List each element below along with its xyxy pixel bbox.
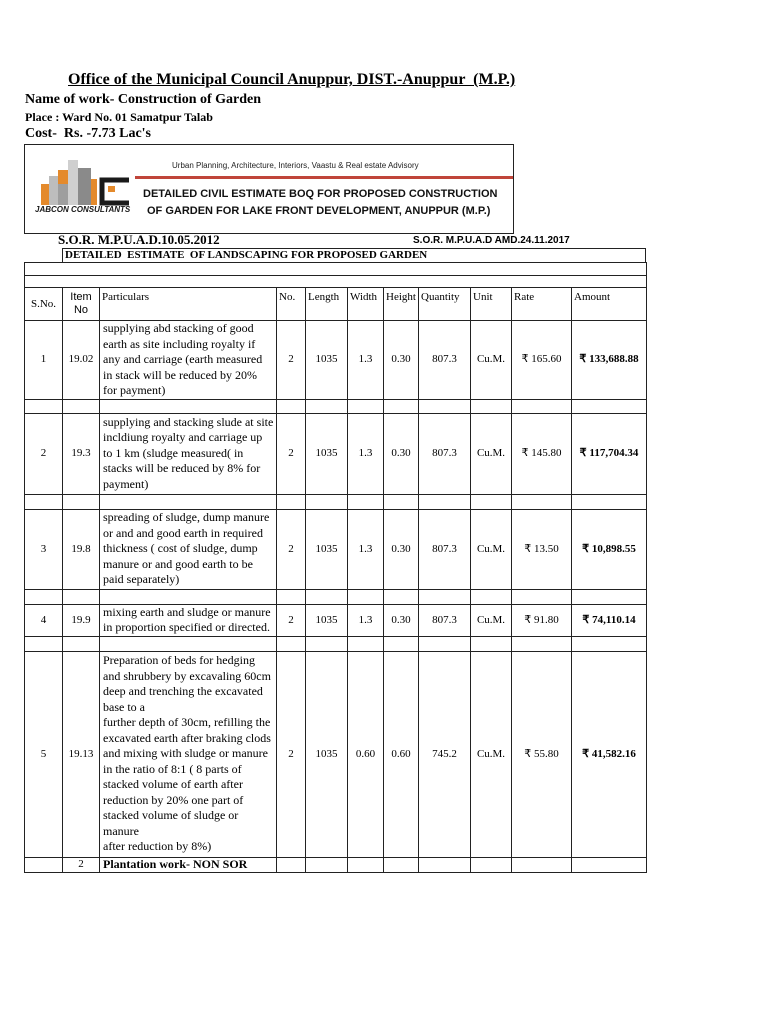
cell-height: 0.60 bbox=[384, 651, 419, 857]
empty-cell bbox=[63, 494, 100, 509]
empty-cell bbox=[25, 263, 647, 276]
cell-width: 1.3 bbox=[348, 321, 384, 400]
cell-no: 2 bbox=[277, 651, 306, 857]
col-header-height: Height bbox=[384, 288, 419, 321]
col-header-sno: S.No. bbox=[25, 288, 63, 321]
cell-length: 1035 bbox=[306, 604, 348, 636]
col-header-width: Width bbox=[348, 288, 384, 321]
cell-width: 1.3 bbox=[348, 413, 384, 494]
empty-cell bbox=[25, 399, 63, 413]
empty-cell bbox=[384, 636, 419, 651]
logo-block bbox=[49, 176, 58, 205]
col-header-amount: Amount bbox=[572, 288, 647, 321]
cell-sno: 5 bbox=[25, 651, 63, 857]
cell-quantity: 807.3 bbox=[419, 321, 471, 400]
empty-cell bbox=[419, 399, 471, 413]
cell-item-no: 19.13 bbox=[63, 651, 100, 857]
empty-cell bbox=[572, 494, 647, 509]
cell-particulars: spreading of sludge, dump manure or and and good earth in required thickness ( cost of sludge, dump manure or and good earth to be paid separately) bbox=[100, 509, 277, 589]
empty-cell bbox=[277, 589, 306, 604]
cell-length: 1035 bbox=[306, 413, 348, 494]
col-header-length: Length bbox=[306, 288, 348, 321]
logo-block bbox=[68, 160, 78, 205]
empty-cell bbox=[384, 494, 419, 509]
empty-cell bbox=[512, 589, 572, 604]
table-header-row bbox=[25, 288, 647, 321]
empty-cell bbox=[25, 494, 63, 509]
cell-amount: ₹ 41,582.16 bbox=[572, 651, 647, 857]
empty-cell bbox=[512, 494, 572, 509]
empty-cell bbox=[572, 636, 647, 651]
empty-cell bbox=[63, 589, 100, 604]
empty-cell bbox=[306, 857, 348, 872]
logo-block bbox=[58, 184, 68, 205]
cell-length: 1035 bbox=[306, 509, 348, 589]
cell-no: 2 bbox=[277, 509, 306, 589]
empty-cell bbox=[419, 636, 471, 651]
empty-cell bbox=[348, 857, 384, 872]
table-row bbox=[25, 321, 647, 400]
logo-wordmark: JABCON CONSULTANTS bbox=[35, 205, 131, 214]
banner-accent-line bbox=[135, 176, 513, 179]
empty-cell bbox=[25, 276, 647, 288]
cell-item-no: 2 bbox=[63, 857, 100, 872]
table-title: DETAILED ESTIMATE OF LANDSCAPING FOR PROPOSED GARDEN bbox=[65, 249, 428, 261]
empty-cell bbox=[512, 636, 572, 651]
cell-unit: Cu.M. bbox=[471, 321, 512, 400]
empty-cell bbox=[25, 857, 63, 872]
cell-particulars: mixing earth and sludge or manure in proportion specified or directed. bbox=[100, 604, 277, 636]
table-row bbox=[25, 413, 647, 494]
office-title: Office of the Municipal Council Anuppur, DIST.-Anuppur (M.P.) bbox=[68, 71, 516, 88]
cell-length: 1035 bbox=[306, 651, 348, 857]
col-header-no: No. bbox=[277, 288, 306, 321]
empty-cell bbox=[277, 857, 306, 872]
table-row bbox=[25, 651, 647, 857]
cell-amount: ₹ 10,898.55 bbox=[572, 509, 647, 589]
banner-heading-line2: OF GARDEN FOR LAKE FRONT DEVELOPMENT, ANUPPUR (M.P.) bbox=[147, 205, 491, 217]
spacer-row bbox=[25, 399, 647, 413]
empty-cell bbox=[63, 399, 100, 413]
cell-height: 0.30 bbox=[384, 413, 419, 494]
col-header-quantity: Quantity bbox=[419, 288, 471, 321]
empty-cell bbox=[277, 399, 306, 413]
name-of-work: Name of work- Construction of Garden bbox=[25, 92, 262, 107]
blank-row bbox=[25, 276, 647, 288]
boq-table bbox=[24, 262, 647, 873]
empty-cell bbox=[471, 589, 512, 604]
empty-cell bbox=[572, 857, 647, 872]
col-header-item-no: Item No bbox=[63, 288, 100, 321]
cell-sno: 4 bbox=[25, 604, 63, 636]
cell-item-no: 19.8 bbox=[63, 509, 100, 589]
cell-unit: Cu.M. bbox=[471, 651, 512, 857]
empty-cell bbox=[512, 399, 572, 413]
cell-particulars: Plantation work- NON SOR bbox=[100, 857, 277, 872]
cell-particulars: Preparation of beds for hedging and shrubbery by excavaling 60cm deep and trenching the excavated base to a further depth of 30cm, refilling the excavated earth after braking clods and mixing with sludge or manure in the ratio of 8:1 ( 8 parts of stacked volume of earth after reduction by 20% one part of stacked volume of sludge or manure after reduction by 8%) bbox=[100, 651, 277, 857]
cell-item-no: 19.9 bbox=[63, 604, 100, 636]
col-header-unit: Unit bbox=[471, 288, 512, 321]
jabcon-logo bbox=[35, 157, 135, 207]
section-row bbox=[25, 857, 647, 872]
cell-rate: ₹ 145.80 bbox=[512, 413, 572, 494]
table-row bbox=[25, 509, 647, 589]
cell-amount: ₹ 133,688.88 bbox=[572, 321, 647, 400]
empty-cell bbox=[384, 399, 419, 413]
cell-sno: 2 bbox=[25, 413, 63, 494]
logo-bracket bbox=[102, 180, 129, 203]
empty-cell bbox=[63, 636, 100, 651]
empty-cell bbox=[471, 494, 512, 509]
empty-cell bbox=[384, 857, 419, 872]
cell-quantity: 807.3 bbox=[419, 509, 471, 589]
empty-cell bbox=[572, 589, 647, 604]
sor-reference-left: S.O.R. M.P.U.A.D.10.05.2012 bbox=[58, 232, 220, 247]
empty-cell bbox=[277, 494, 306, 509]
col-header-particulars: Particulars bbox=[100, 288, 277, 321]
empty-cell bbox=[419, 589, 471, 604]
empty-cell bbox=[277, 636, 306, 651]
spacer-row bbox=[25, 494, 647, 509]
cell-item-no: 19.02 bbox=[63, 321, 100, 400]
consultant-banner bbox=[24, 144, 514, 234]
empty-cell bbox=[306, 494, 348, 509]
empty-cell bbox=[100, 636, 277, 651]
cell-height: 0.30 bbox=[384, 604, 419, 636]
spacer-row bbox=[25, 589, 647, 604]
empty-cell bbox=[348, 589, 384, 604]
cell-width: 1.3 bbox=[348, 604, 384, 636]
empty-cell bbox=[471, 636, 512, 651]
cell-sno: 3 bbox=[25, 509, 63, 589]
cell-quantity: 807.3 bbox=[419, 413, 471, 494]
empty-cell bbox=[100, 399, 277, 413]
col-header-rate: Rate bbox=[512, 288, 572, 321]
logo-block bbox=[58, 170, 68, 184]
cell-item-no: 19.3 bbox=[63, 413, 100, 494]
empty-cell bbox=[25, 636, 63, 651]
empty-cell bbox=[348, 636, 384, 651]
spacer-row bbox=[25, 636, 647, 651]
banner-tagline: Urban Planning, Architecture, Interiors, Vaastu & Real estate Advisory bbox=[172, 161, 419, 170]
table-title-row bbox=[62, 248, 646, 262]
empty-cell bbox=[348, 494, 384, 509]
cell-particulars: supplying abd stacking of good earth as site including royalty if any and carriage (earth measured in stack will be reduced by 20% for payment) bbox=[100, 321, 277, 400]
empty-cell bbox=[471, 857, 512, 872]
cell-height: 0.30 bbox=[384, 321, 419, 400]
empty-cell bbox=[100, 494, 277, 509]
cell-width: 1.3 bbox=[348, 509, 384, 589]
cell-no: 2 bbox=[277, 413, 306, 494]
place-line: Place : Ward No. 01 Samatpur Talab bbox=[25, 110, 213, 124]
empty-cell bbox=[306, 636, 348, 651]
blank-row bbox=[25, 263, 647, 276]
cell-rate: ₹ 13.50 bbox=[512, 509, 572, 589]
empty-cell bbox=[100, 589, 277, 604]
cell-unit: Cu.M. bbox=[471, 604, 512, 636]
cell-particulars: supplying and stacking slude at site incldiung royalty and carriage up to 1 km (sludge measured( in stacks will be reduced by 8% for payment) bbox=[100, 413, 277, 494]
cell-rate: ₹ 91.80 bbox=[512, 604, 572, 636]
empty-cell bbox=[306, 589, 348, 604]
cell-height: 0.30 bbox=[384, 509, 419, 589]
empty-cell bbox=[471, 399, 512, 413]
empty-cell bbox=[25, 589, 63, 604]
empty-cell bbox=[512, 857, 572, 872]
empty-cell bbox=[384, 589, 419, 604]
logo-block bbox=[41, 184, 49, 205]
cell-rate: ₹ 55.80 bbox=[512, 651, 572, 857]
empty-cell bbox=[419, 857, 471, 872]
cell-quantity: 807.3 bbox=[419, 604, 471, 636]
logo-block bbox=[91, 179, 97, 205]
banner-heading-line1: DETAILED CIVIL ESTIMATE BOQ FOR PROPOSED CONSTRUCTION bbox=[143, 188, 498, 200]
cell-quantity: 745.2 bbox=[419, 651, 471, 857]
cell-no: 2 bbox=[277, 604, 306, 636]
cell-sno: 1 bbox=[25, 321, 63, 400]
logo-block bbox=[108, 186, 115, 192]
cell-no: 2 bbox=[277, 321, 306, 400]
sor-reference-right: S.O.R. M.P.U.A.D AMD.24.11.2017 bbox=[413, 235, 570, 246]
empty-cell bbox=[419, 494, 471, 509]
cell-width: 0.60 bbox=[348, 651, 384, 857]
cell-unit: Cu.M. bbox=[471, 509, 512, 589]
cell-unit: Cu.M. bbox=[471, 413, 512, 494]
cost-line: Cost- Rs. -7.73 Lac's bbox=[25, 126, 151, 141]
cell-amount: ₹ 74,110.14 bbox=[572, 604, 647, 636]
table-row bbox=[25, 604, 647, 636]
cell-rate: ₹ 165.60 bbox=[512, 321, 572, 400]
empty-cell bbox=[306, 399, 348, 413]
empty-cell bbox=[348, 399, 384, 413]
cell-length: 1035 bbox=[306, 321, 348, 400]
cell-amount: ₹ 117,704.34 bbox=[572, 413, 647, 494]
empty-cell bbox=[572, 399, 647, 413]
logo-block bbox=[78, 168, 91, 205]
